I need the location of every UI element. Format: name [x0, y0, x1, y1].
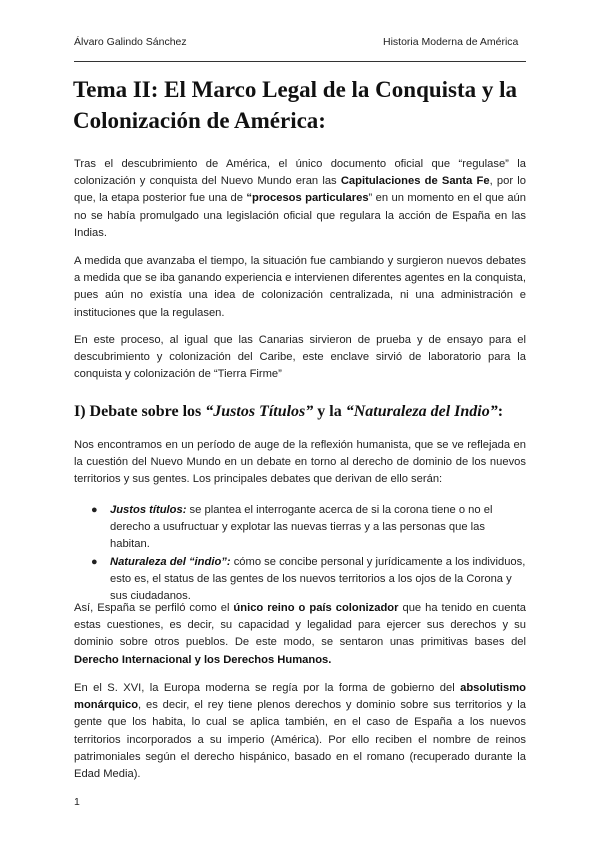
sec-text-c: y la: [313, 403, 346, 420]
bullet-icon: ●: [91, 555, 98, 568]
sec-text-a: I) Debate sobre los: [74, 403, 206, 420]
header-rule: [74, 61, 526, 62]
page-number: 1: [74, 796, 80, 808]
bullet-term: Naturaleza del “indio”:: [110, 555, 231, 568]
bullet-text: se plantea el interrogante acerca de si la corona tiene o no el derecho a usufructuar y explotar las nuevas tierras y a las personas que las habitan.: [110, 504, 493, 551]
list-item: [74, 554, 526, 606]
bullet-list: [74, 502, 526, 605]
list-item: [74, 502, 526, 554]
bullet-term: Justos títulos:: [110, 504, 187, 516]
p1-text-c: , por lo que, la etapa posterior fue una de: [74, 175, 526, 205]
section-heading-1: [74, 403, 503, 421]
paragraph-1: [74, 156, 526, 242]
p6-text-c: , es decir, el rey tiene plenos derechos y dominio sobre sus territorios y la gente que los habita, lo cual se aplica también, en el caso de España a los nuevos territorios incorporados a su imperio (América). Por ello reciben el nombre de reinos patrimoniales según el derecho hispánico, basado en el romano (recuperado durante la Edad Media).: [74, 699, 526, 781]
page-title: Tema II: El Marco Legal de la Conquista y la Colonización de América:: [73, 77, 518, 133]
header-author: Álvaro Galindo Sánchez: [74, 36, 187, 48]
p5-text-c: que ha tenido en cuenta estas cuestiones, es decir, su capacidad y legalidad para ejercer sus derechos y su dominio sobre otros pueblos. De este modo, se sentaron unas primitivas bases del: [74, 602, 526, 649]
p5-bold-reino: único reino o país colonizador: [233, 602, 399, 614]
bullet-text: cómo se concibe personal y jurídicamente a los individuos, esto es, el status de las gentes de los nuevos territorios a los ojos de la Corona y sus ciudadanos.: [110, 555, 526, 603]
sec-italic-naturaleza: “Naturaleza del Indio”: [345, 403, 498, 420]
p6-bold-absolutismo: absolutismo monárquico: [74, 682, 526, 712]
bullet-icon: ●: [91, 504, 98, 516]
p1-bold-procesos: “procesos particulares: [246, 192, 369, 205]
p1-text-a: Tras el descubrimiento de América, el único documento oficial que “regulase” la colonización y conquista del Nuevo Mundo eran las: [74, 158, 526, 188]
p5-text-a: Así, España se perfiló como el: [74, 602, 234, 614]
paragraph-5: [74, 600, 526, 669]
p5-bold-derecho: Derecho Internacional y los Derechos Humanos.: [74, 653, 332, 666]
p1-bold-capitulaciones: Capitulaciones de Santa Fe: [340, 175, 490, 188]
sec-italic-justos: “Justos Títulos”: [205, 403, 314, 420]
p6-text-a: En el S. XVI, la Europa moderna se regía por la forma de gobierno del: [74, 682, 461, 694]
sec-text-e: :: [497, 403, 504, 420]
paragraph-3: En este proceso, al igual que las Canarias sirvieron de prueba y de ensayo para el descubrimiento y colonización del Caribe, este enclave sirvió de laboratorio para la conquista y colonización de “Tierra Firme”: [74, 334, 526, 381]
paragraph-6: [74, 680, 526, 783]
header-course: Historia Moderna de América: [383, 36, 519, 48]
paragraph-2: A medida que avanzaba el tiempo, la situación fue cambiando y surgieron nuevos debates a medida que se iba ganando experiencia e intervienen diferentes agentes en la conquista, pues aún no existía una idea de colonización centralizada, ni una administración e instituciones que la regulasen.: [74, 255, 526, 319]
p1-text-e: ” en un momento en el que aún no se había promulgado una legislación oficial que regulara la acción de España en las Indias.: [74, 192, 526, 239]
paragraph-4: Nos encontramos en un período de auge de la reflexión humanista, que se ve reflejada en la cuestión del Nuevo Mundo en un debate en torno al derecho de dominio de los nuevos territorios y sus gentes. Los principales debates que derivan de ello serán:: [74, 439, 526, 486]
